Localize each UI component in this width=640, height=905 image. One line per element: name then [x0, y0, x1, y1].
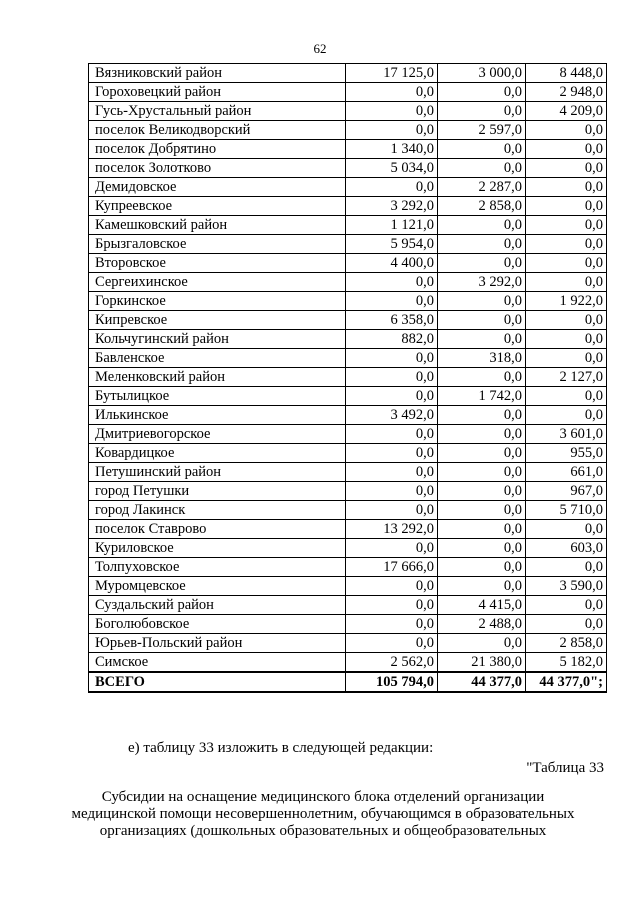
value-cell-3: 3 601,0	[526, 425, 607, 444]
caption-line: медицинской помощи несовершеннолетним, обучающимся в образовательных	[71, 806, 575, 822]
value-cell-2: 0,0	[438, 330, 526, 349]
value-cell-2: 4 415,0	[438, 596, 526, 615]
district-name-cell: город Петушки	[89, 482, 346, 501]
value-cell-3: 603,0	[526, 539, 607, 558]
value-cell-1: 0,0	[346, 577, 438, 596]
value-cell-2: 318,0	[438, 349, 526, 368]
value-cell-1: 0,0	[346, 482, 438, 501]
value-cell-3: 3 590,0	[526, 577, 607, 596]
district-name-cell: ВСЕГО	[89, 672, 346, 692]
district-name-cell: Юрьев-Польский район	[89, 634, 346, 653]
district-name-cell: Меленковский район	[89, 368, 346, 387]
value-cell-3: 0,0	[526, 330, 607, 349]
district-name-cell: Суздальский район	[89, 596, 346, 615]
value-cell-3: 0,0	[526, 520, 607, 539]
table-row	[89, 406, 607, 425]
district-name-cell: Купреевское	[89, 197, 346, 216]
table-row	[89, 444, 607, 463]
value-cell-1: 882,0	[346, 330, 438, 349]
district-name-cell: Второвское	[89, 254, 346, 273]
value-cell-2: 0,0	[438, 577, 526, 596]
value-cell-2: 0,0	[438, 406, 526, 425]
district-name-cell: город Лакинск	[89, 501, 346, 520]
value-cell-2: 0,0	[438, 444, 526, 463]
value-cell-1: 13 292,0	[346, 520, 438, 539]
district-name-cell: Горкинское	[89, 292, 346, 311]
district-name-cell: Демидовское	[89, 178, 346, 197]
value-cell-1: 6 358,0	[346, 311, 438, 330]
value-cell-3: 4 209,0	[526, 102, 607, 121]
value-cell-2: 0,0	[438, 539, 526, 558]
value-cell-2: 0,0	[438, 425, 526, 444]
table-row	[89, 311, 607, 330]
table-row	[89, 102, 607, 121]
table-row	[89, 140, 607, 159]
table-row	[89, 368, 607, 387]
table-row	[89, 254, 607, 273]
value-cell-3: 955,0	[526, 444, 607, 463]
district-name-cell: Толпуховское	[89, 558, 346, 577]
value-cell-3: 2 127,0	[526, 368, 607, 387]
value-cell-1: 0,0	[346, 273, 438, 292]
value-cell-1: 0,0	[346, 368, 438, 387]
table-row	[89, 501, 607, 520]
table-row	[89, 349, 607, 368]
value-cell-3: 0,0	[526, 273, 607, 292]
district-name-cell: поселок Ставрово	[89, 520, 346, 539]
value-cell-2: 2 287,0	[438, 178, 526, 197]
value-cell-3: 0,0	[526, 558, 607, 577]
value-cell-3: 0,0	[526, 349, 607, 368]
table-row	[89, 425, 607, 444]
district-name-cell: Петушинский район	[89, 463, 346, 482]
value-cell-3: 0,0	[526, 387, 607, 406]
district-name-cell: Сергеихинское	[89, 273, 346, 292]
district-name-cell: Муромцевское	[89, 577, 346, 596]
value-cell-2: 0,0	[438, 501, 526, 520]
value-cell-1: 0,0	[346, 292, 438, 311]
district-name-cell: Куриловское	[89, 539, 346, 558]
value-cell-2: 0,0	[438, 235, 526, 254]
table-row	[89, 197, 607, 216]
district-name-cell: Бавленское	[89, 349, 346, 368]
page-number: 62	[313, 41, 327, 56]
value-cell-3: 0,0	[526, 178, 607, 197]
subsidy-table	[88, 63, 607, 693]
district-name-cell: Кипревское	[89, 311, 346, 330]
district-name-cell: Боголюбовское	[89, 615, 346, 634]
value-cell-2: 2 858,0	[438, 197, 526, 216]
table-row	[89, 216, 607, 235]
value-cell-1: 5 034,0	[346, 159, 438, 178]
district-name-cell: Брызгаловское	[89, 235, 346, 254]
district-name-cell: Симское	[89, 653, 346, 673]
value-cell-1: 0,0	[346, 501, 438, 520]
table-caption	[60, 789, 586, 840]
value-cell-2: 2 597,0	[438, 121, 526, 140]
value-cell-2: 1 742,0	[438, 387, 526, 406]
district-name-cell: Вязниковский район	[89, 64, 346, 83]
value-cell-3: 2 858,0	[526, 634, 607, 653]
value-cell-2: 0,0	[438, 83, 526, 102]
value-cell-3: 5 710,0	[526, 501, 607, 520]
value-cell-1: 0,0	[346, 596, 438, 615]
district-name-cell: поселок Великодворский	[89, 121, 346, 140]
table-row	[89, 159, 607, 178]
district-name-cell: Илькинское	[89, 406, 346, 425]
caption-line: Субсидии на оснащение медицинского блока отделений организации	[101, 789, 545, 805]
value-cell-1: 0,0	[346, 444, 438, 463]
value-cell-3: 0,0	[526, 615, 607, 634]
district-name-cell: Гороховецкий район	[89, 83, 346, 102]
caption-line: организациях (дошкольных образовательных и общеобразовательных	[99, 823, 547, 839]
district-name-cell: Камешковский район	[89, 216, 346, 235]
table-row	[89, 178, 607, 197]
district-name-cell: поселок Золотково	[89, 159, 346, 178]
table-row	[89, 615, 607, 634]
table-body	[89, 64, 607, 693]
table-row	[89, 463, 607, 482]
table-row	[89, 273, 607, 292]
value-cell-2: 0,0	[438, 216, 526, 235]
table-row	[89, 64, 607, 83]
value-cell-1: 0,0	[346, 387, 438, 406]
value-cell-3: 1 922,0	[526, 292, 607, 311]
table-row	[89, 596, 607, 615]
value-cell-1: 3 292,0	[346, 197, 438, 216]
table-row	[89, 634, 607, 653]
district-name-cell: поселок Добрятино	[89, 140, 346, 159]
value-cell-2: 0,0	[438, 463, 526, 482]
value-cell-1: 2 562,0	[346, 653, 438, 673]
value-cell-3: 967,0	[526, 482, 607, 501]
value-cell-2: 3 292,0	[438, 273, 526, 292]
value-cell-1: 4 400,0	[346, 254, 438, 273]
table-row	[89, 653, 607, 673]
value-cell-3: 0,0	[526, 121, 607, 140]
value-cell-2: 21 380,0	[438, 653, 526, 673]
table-row	[89, 482, 607, 501]
district-name-cell: Ковардицкое	[89, 444, 346, 463]
value-cell-2: 2 488,0	[438, 615, 526, 634]
value-cell-2: 0,0	[438, 292, 526, 311]
value-cell-2: 44 377,0	[438, 672, 526, 692]
value-cell-1: 0,0	[346, 178, 438, 197]
value-cell-1: 5 954,0	[346, 235, 438, 254]
value-cell-2: 0,0	[438, 634, 526, 653]
value-cell-3: 0,0	[526, 235, 607, 254]
total-row	[89, 672, 607, 692]
value-cell-3: 0,0	[526, 197, 607, 216]
value-cell-1: 0,0	[346, 539, 438, 558]
value-cell-2: 3 000,0	[438, 64, 526, 83]
value-cell-3: 0,0	[526, 254, 607, 273]
value-cell-1: 17 666,0	[346, 558, 438, 577]
district-name-cell: Кольчугинский район	[89, 330, 346, 349]
value-cell-1: 1 121,0	[346, 216, 438, 235]
value-cell-2: 0,0	[438, 482, 526, 501]
value-cell-1: 0,0	[346, 615, 438, 634]
value-cell-1: 0,0	[346, 634, 438, 653]
district-name-cell: Бутылицкое	[89, 387, 346, 406]
value-cell-1: 0,0	[346, 463, 438, 482]
value-cell-3: 2 948,0	[526, 83, 607, 102]
value-cell-3: 8 448,0	[526, 64, 607, 83]
table-row	[89, 292, 607, 311]
value-cell-2: 0,0	[438, 159, 526, 178]
value-cell-2: 0,0	[438, 311, 526, 330]
value-cell-1: 0,0	[346, 102, 438, 121]
value-cell-3: 0,0	[526, 140, 607, 159]
value-cell-2: 0,0	[438, 520, 526, 539]
table-row	[89, 520, 607, 539]
value-cell-1: 1 340,0	[346, 140, 438, 159]
table-row	[89, 577, 607, 596]
table-label: "Таблица 33	[526, 760, 604, 776]
instruction-text: е) таблицу 33 изложить в следующей редакции:	[128, 740, 434, 756]
table-row	[89, 558, 607, 577]
table-row	[89, 330, 607, 349]
table-row	[89, 121, 607, 140]
value-cell-3: 0,0	[526, 216, 607, 235]
value-cell-2: 0,0	[438, 140, 526, 159]
value-cell-1: 0,0	[346, 83, 438, 102]
value-cell-3: 0,0	[526, 406, 607, 425]
value-cell-1: 3 492,0	[346, 406, 438, 425]
value-cell-1: 0,0	[346, 121, 438, 140]
value-cell-2: 0,0	[438, 368, 526, 387]
value-cell-3: 0,0	[526, 159, 607, 178]
value-cell-1: 0,0	[346, 425, 438, 444]
district-name-cell: Дмитриевогорское	[89, 425, 346, 444]
value-cell-3: 5 182,0	[526, 653, 607, 673]
value-cell-1: 0,0	[346, 349, 438, 368]
value-cell-3: 0,0	[526, 596, 607, 615]
value-cell-1: 105 794,0	[346, 672, 438, 692]
table-row	[89, 387, 607, 406]
value-cell-2: 0,0	[438, 254, 526, 273]
table-row	[89, 83, 607, 102]
value-cell-2: 0,0	[438, 102, 526, 121]
value-cell-2: 0,0	[438, 558, 526, 577]
district-name-cell: Гусь-Хрустальный район	[89, 102, 346, 121]
value-cell-3: 0,0	[526, 311, 607, 330]
value-cell-1: 17 125,0	[346, 64, 438, 83]
value-cell-3: 44 377,0";	[526, 672, 607, 692]
value-cell-3: 661,0	[526, 463, 607, 482]
table-row	[89, 539, 607, 558]
table-row	[89, 235, 607, 254]
